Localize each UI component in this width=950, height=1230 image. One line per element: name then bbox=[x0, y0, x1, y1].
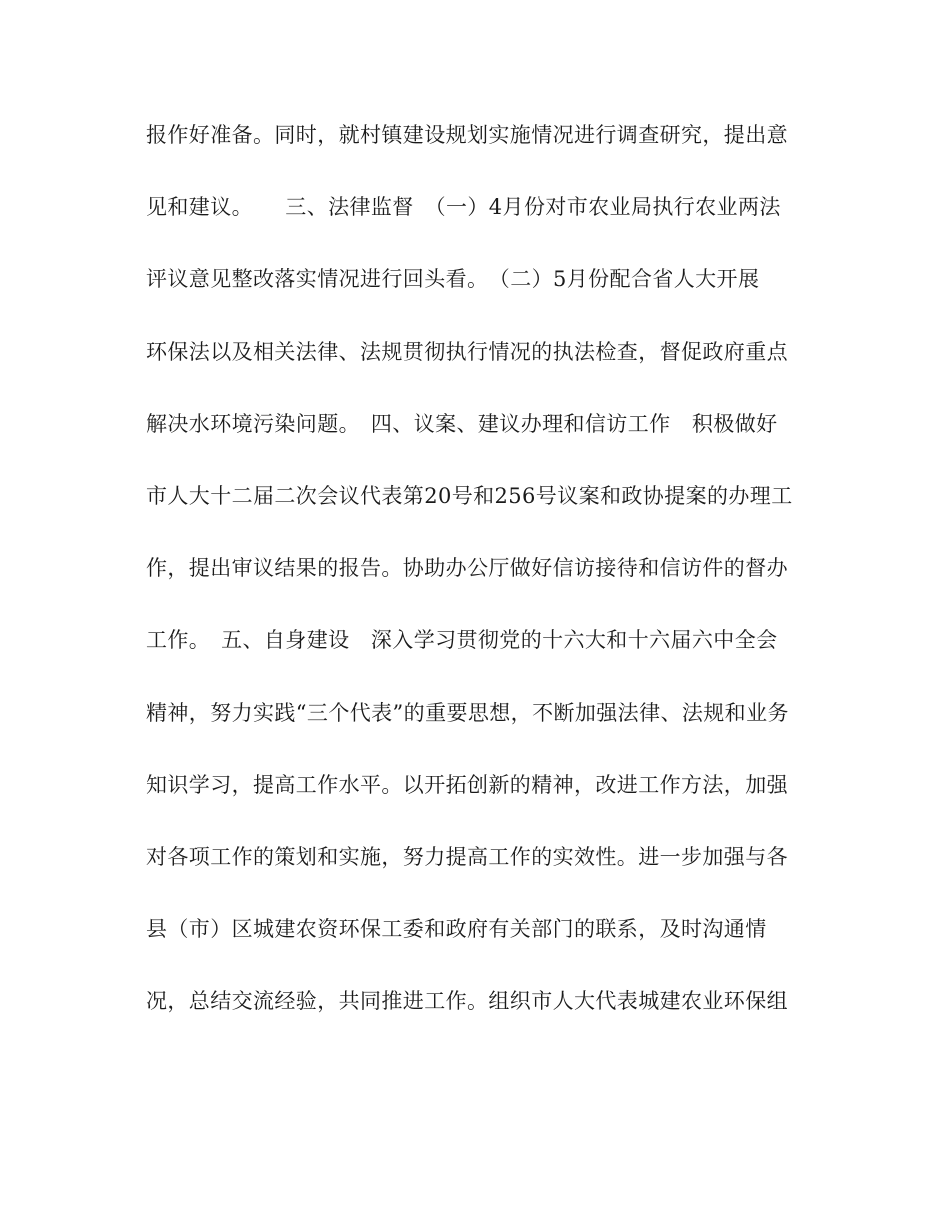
text-line: 环保法以及相关法律、法规贯彻执行情况的执法检查，督促政府重点 bbox=[146, 339, 788, 364]
text-line: 知识学习，提高工作水平。以开拓创新的精神，改进工作方法，加强 bbox=[146, 772, 788, 797]
text-line: 工作。 五、自身建设 深入学习贯彻党的十六大和十六届六中全会 bbox=[146, 628, 778, 653]
text-line: 评议意见整改落实情况进行回头看。 （二）5月份配合省人大开展 bbox=[146, 267, 760, 292]
text-line: 况，总结交流经验，共同推进工作。组织市人大代表城建农业环保组 bbox=[146, 989, 788, 1014]
text-line: 市人大十二届二次会议代表第20号和256号议案和政协提案的办理工 bbox=[146, 483, 793, 508]
text-line: 报作好准备。同时，就村镇建设规划实施情况进行调查研究，提出意 bbox=[146, 123, 788, 147]
text-line: 对各项工作的策划和实施，努力提高工作的实效性。进一步加强与各 bbox=[146, 844, 788, 869]
text-line: 县（市）区城建农资环保工委和政府有关部门的联系，及时沟通情 bbox=[146, 917, 767, 942]
text-line: 精神，努力实践“三个代表”的重要思想，不断加强法律、法规和业务 bbox=[146, 700, 789, 725]
body-text bbox=[146, 117, 806, 1055]
text-line: 作，提出审议结果的报告。协助办公厅做好信访接待和信访件的督办 bbox=[146, 556, 788, 581]
text-line: 解决水环境污染问题。 四、议案、建议办理和信访工作 积极做好 bbox=[146, 411, 778, 436]
text-line: 见和建议。 三、法律监督 （一）4月份对市农业局执行农业两法 bbox=[146, 195, 781, 220]
